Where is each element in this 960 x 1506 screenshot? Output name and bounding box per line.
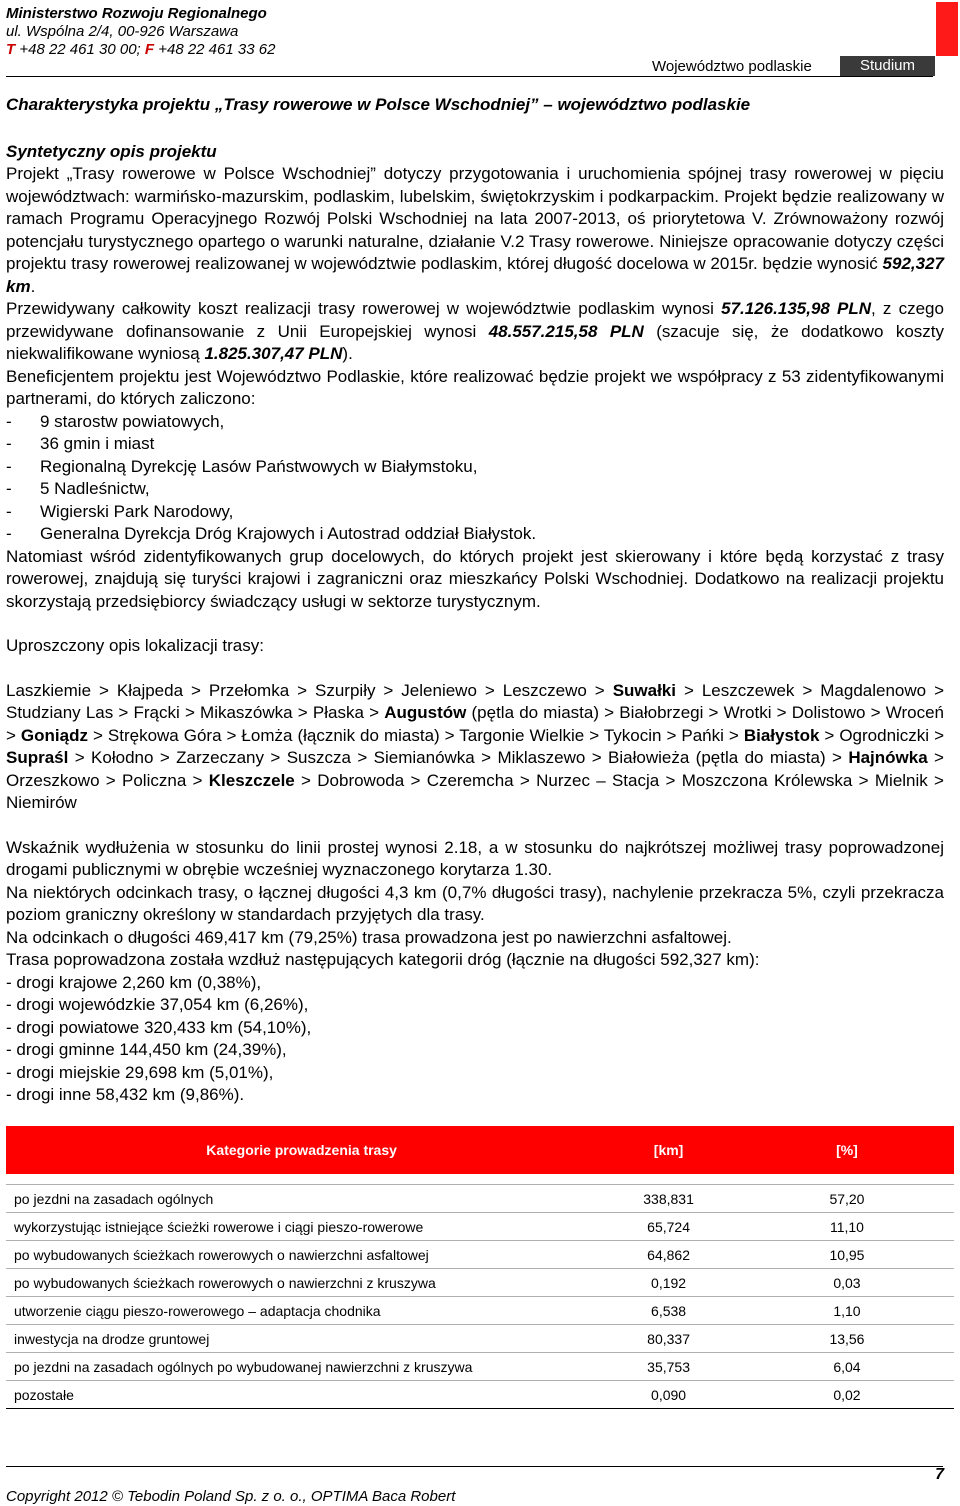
p2-nk: 1.825.307,47 PLN [204, 344, 343, 363]
route-categories-table [6, 1126, 954, 1409]
list-item: - 5 Nadleśnictw, [6, 478, 944, 501]
header-region: Województwo podlaskie [652, 58, 812, 75]
table-cell: 0,03 [740, 1269, 954, 1297]
fax-letter: F [144, 41, 155, 58]
table-cell: inwestycja na drodze gruntowej [6, 1325, 597, 1353]
table-cell: 10,95 [740, 1241, 954, 1269]
p2-eu: 48.557.215,58 PLN [488, 321, 644, 341]
table-header: Kategorie prowadzenia trasy [6, 1126, 597, 1174]
table-row [6, 1269, 954, 1297]
table-cell: 11,10 [740, 1213, 954, 1241]
table-header: [km] [597, 1126, 740, 1174]
table-cell: po jezdni na zasadach ogólnych [6, 1185, 597, 1213]
paragraph-asphalt: Na odcinkach o długości 469,417 km (79,25%) trasa prowadzona jest po nawierzchni asfaltowej. [6, 927, 732, 947]
table-cell: 6,04 [740, 1353, 954, 1381]
document-body [6, 94, 944, 1107]
list-item: - Wigierski Park Narodowy, [6, 501, 944, 524]
table-cell: utworzenie ciągu pieszo-rowerowego – adaptacja chodnika [6, 1297, 597, 1325]
route-town-bold: Suwałki [612, 680, 676, 700]
table-row [6, 1381, 954, 1409]
table-cell: 0,02 [740, 1381, 954, 1409]
paragraph-beneficiary: Beneficjentem projektu jest Województwo Podlaskie, które realizować będzie projekt we współpracy z 53 zidentyfikowanymi partnerami, do których zaliczono: [6, 366, 944, 408]
paragraph-target-groups: Natomiast wśród zidentyfikowanych grup docelowych, do których projekt jest skierowany i które będą korzystać z trasy rowerowej, znajdują się turyści krajowi i zagraniczni oraz mieszkańcy Polski Wschodniej. Dodatkowo na realizacji projektu skorzystają przedsiębiorcy świadczący usługi w sektorze turystycznym. [6, 546, 944, 611]
paragraph-elongation: Wskaźnik wydłużenia w stosunku do linii prostej wynosi 2.18, a w stosunku do najkrótszej możliwej trasy poprowadzonej drogami publicznymi w obrębie wcześniej wyznaczonego korytarza 1.30. [6, 837, 944, 879]
table-cell: 0,192 [597, 1269, 740, 1297]
phone-number: +48 22 461 30 00; [15, 41, 145, 58]
footer-divider [6, 1466, 943, 1467]
table-cell: 6,538 [597, 1297, 740, 1325]
table-cell: wykorzystując istniejące ścieżki rowerowe i ciągi pieszo-rowerowe [6, 1213, 597, 1241]
table-cell: 80,337 [597, 1325, 740, 1353]
table-cell: po wybudowanych ścieżkach rowerowych o nawierzchni asfaltowej [6, 1241, 597, 1269]
table-cell: 65,724 [597, 1213, 740, 1241]
table-cell: 338,831 [597, 1185, 740, 1213]
header-divider [6, 76, 933, 77]
table-row [6, 1241, 954, 1269]
table-cell: 57,20 [740, 1185, 954, 1213]
table-cell: po wybudowanych ścieżkach rowerowych o nawierzchni z kruszywa [6, 1269, 597, 1297]
p1-end: . [30, 276, 36, 296]
list-item: - 36 gmin i miast [6, 433, 944, 456]
road-category-line: - drogi powiatowe 320,433 km (54,10%), [6, 1017, 312, 1037]
paragraph-project [6, 163, 944, 298]
header-phone [6, 40, 275, 59]
route-heading: Uproszczony opis lokalizacji trasy: [6, 636, 264, 655]
p1-length: 592,327 km [6, 254, 944, 296]
header-red-marker [936, 2, 958, 56]
footer-copyright: Copyright 2012 © Tebodin Poland Sp. z o. o., OPTIMA Baca Robert [6, 1488, 456, 1505]
p2-b: , z czego przewidywane dofinansowanie z Unii Europejskiej wynosi [6, 299, 944, 341]
road-category-line: - drogi inne 58,432 km (9,86%). [6, 1085, 245, 1104]
phone-letter: T [6, 41, 16, 58]
list-item: - 9 starostw powiatowych, [6, 411, 944, 434]
table-cell: 64,862 [597, 1241, 740, 1269]
road-category-line: - drogi krajowe 2,260 km (0,38%), [6, 972, 262, 992]
fax-number: +48 22 461 33 62 [154, 41, 276, 58]
table-cell: 13,56 [740, 1325, 954, 1353]
route-town-bold: Supraśl [6, 748, 69, 767]
page-number: 7 [935, 1466, 944, 1483]
p2-a: Przewidywany całkowity koszt realizacji trasy rowerowej w województwie podlaskim wynosi [6, 299, 722, 318]
road-category-line: - drogi gminne 144,450 km (24,39%), [6, 1040, 287, 1059]
route-town-bold: Kleszczele [208, 770, 295, 790]
route-town-bold: Białystok [743, 725, 820, 745]
p2-cost: 57.126.135,98 PLN [721, 299, 872, 318]
route-town-bold: Goniądz [20, 725, 88, 745]
paragraph-road-categories: Trasa poprowadzona została wzdłuż następujących kategorii dróg (łącznie na długości 592,327 km): [6, 950, 760, 969]
header-address: ul. Wspólna 2/4, 00-926 Warszawa [6, 23, 239, 40]
doc-title: Charakterystyka projektu „Trasy rowerowe w Polsce Wschodniej” – województwo podlaskie [6, 95, 751, 114]
doc-subtitle: Syntetyczny opis projektu [6, 141, 217, 161]
p1-text: Projekt „Trasy rowerowe w Polsce Wschodniej” dotyczy przygotowania i uruchomienia spójnej trasy rowerowej w pięciu województwach: warmińsko-mazurskim, podlaskim, lubelskim, świętokrzyskim i podkarpackim. Projekt będzie realizowany w ramach Programu Operacyjnego Rozwój Polski Wschodniej na lata 2007-2013, oś priorytetowa V. Zrównoważony rozwój potencjału turystycznego opartego o warunki naturalne, działanie V.2 Trasy rowerowe. Niniejsze opracowanie dotyczy części projektu trasy rowerowej realizowanej w województwie podlaskim, której długość docelowa w 2015r. będzie wynosić [6, 164, 944, 273]
table-cell: 35,753 [597, 1353, 740, 1381]
header-study-badge: Studium [840, 56, 935, 76]
route-description: Laszkiemie > Kłajpeda > Przełomka > Szurpiły > Jeleniewo > Leszczewo > Suwałki > Leszczewek > Magdalenowo > Studziany Las > Frącki > Mikaszówka > Płaska > Augustów (pętla do miasta) > Białobrzegi > Wrotki > Dolistowo > Wroceń > Goniądz > Strękowa Góra > Łomża (łącznik do miasta) > Targonie Wielkie > Tykocin > Pańki > Białystok > Ogrodniczki > Supraśl > Kołodno > Zarzeczany > Suszcza > Siemianówka > Miklaszewo > Białowieża (pętla do miasta) > Hajnówka > Orzeszkowo > Policzna > Kleszczele > Dobrowoda > Czeremcha > Nurzec – Stacja > Moszczona Królewska > Mielnik > Niemirów [6, 680, 944, 812]
table-cell: pozostałe [6, 1381, 597, 1409]
table-header-row [6, 1126, 954, 1174]
route-town-bold: Augustów [384, 703, 467, 722]
page-header [0, 0, 960, 78]
table-cell: 0,090 [597, 1381, 740, 1409]
table-header: [%] [740, 1126, 954, 1174]
p2-d: ). [342, 344, 353, 363]
table-row [6, 1297, 954, 1325]
paragraph-slope: Na niektórych odcinkach trasy, o łącznej długości 4,3 km (0,7% długości trasy), nachylenie przekracza 5%, czyli przekracza poziom graniczny określony w standardach przyjętych dla trasy. [6, 882, 944, 924]
table-cell: po jezdni na zasadach ogólnych po wybudowanej nawierzchni z kruszywa [6, 1353, 597, 1381]
table-row [6, 1325, 954, 1353]
list-item: - Generalna Dyrekcja Dróg Krajowych i Autostrad oddział Białystok. [6, 523, 944, 546]
partners-list [6, 411, 944, 546]
table-cell: 1,10 [740, 1297, 954, 1325]
p2-c: (szacuje się, że dodatkowo koszty niekwalifikowane wyniosą [6, 321, 944, 363]
paragraph-cost [6, 298, 944, 366]
table-row [6, 1185, 954, 1213]
header-org: Ministerstwo Rozwoju Regionalnego [6, 5, 267, 22]
road-category-line: - drogi wojewódzkie 37,054 km (6,26%), [6, 995, 309, 1014]
list-item: - Regionalną Dyrekcję Lasów Państwowych w Białymstoku, [6, 456, 944, 479]
table-row [6, 1353, 954, 1381]
road-category-line: - drogi miejskie 29,698 km (5,01%), [6, 1062, 274, 1082]
table-row [6, 1213, 954, 1241]
route-town-bold: Hajnówka [848, 748, 928, 767]
